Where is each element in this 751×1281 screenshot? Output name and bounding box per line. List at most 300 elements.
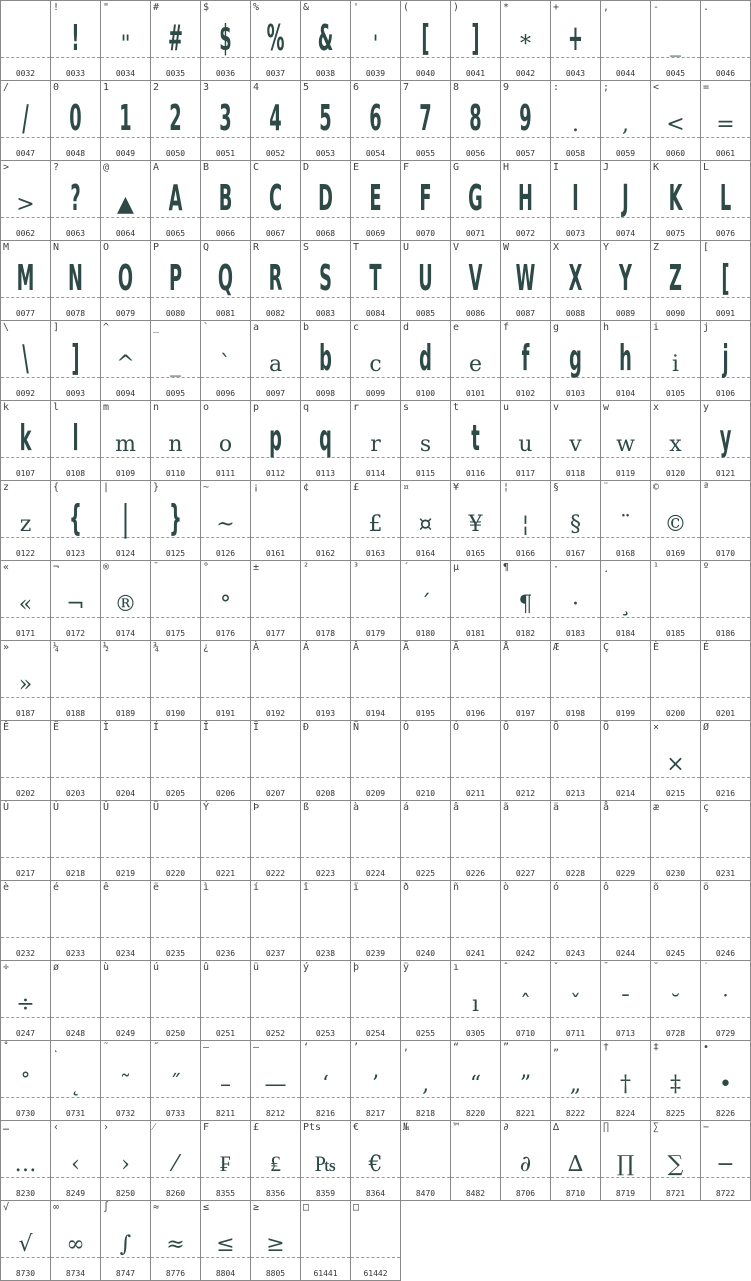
glyph-label: %	[253, 2, 260, 13]
glyph-sample: Y	[619, 258, 632, 299]
glyph-cell	[301, 81, 351, 161]
glyph-sample: ?	[70, 178, 81, 219]
glyph-cell	[351, 401, 401, 481]
glyph-sample	[251, 894, 300, 944]
glyph-cell	[1, 961, 51, 1041]
glyph-cell	[101, 1121, 151, 1201]
glyph-sample: 4	[269, 98, 282, 139]
glyph-sample: ,	[622, 112, 629, 137]
glyph-cell	[101, 241, 151, 321]
glyph-code: 0175	[165, 629, 186, 638]
glyph-sample: P	[168, 258, 183, 299]
glyph-label: Ú	[53, 802, 60, 813]
glyph-sample: c	[369, 352, 382, 377]
glyph-sample	[351, 814, 400, 864]
glyph-sample	[251, 734, 300, 784]
glyph-label: ¸	[603, 562, 610, 573]
glyph-label: ˆ	[503, 962, 510, 973]
glyph-cell	[151, 481, 201, 561]
glyph-label: '	[353, 2, 360, 13]
glyph-label: ´	[403, 562, 410, 573]
glyph-sample	[101, 894, 150, 944]
glyph-label: f	[503, 322, 510, 333]
glyph-cell	[1, 881, 51, 961]
glyph-cell	[201, 641, 251, 721]
glyph-label: &	[303, 2, 310, 13]
glyph-cell	[501, 1121, 551, 1201]
glyph-label: j	[703, 322, 710, 333]
glyph-cell	[401, 801, 451, 881]
glyph-code: 0061	[715, 149, 736, 158]
glyph-sample: D	[318, 178, 333, 219]
glyph-label: Y	[603, 242, 610, 253]
glyph-code: 0225	[415, 869, 436, 878]
glyph-label: *	[503, 2, 510, 13]
glyph-sample: ´	[420, 592, 431, 617]
glyph-cell	[351, 1041, 401, 1121]
glyph-cell	[51, 561, 101, 641]
glyph-code: 0243	[565, 949, 586, 958]
glyph-sample: \	[22, 338, 29, 379]
glyph-code: 8230	[15, 1189, 36, 1198]
glyph-label: ¿	[203, 642, 210, 653]
glyph-cell	[451, 721, 501, 801]
glyph-code: 0066	[215, 229, 236, 238]
glyph-cell	[251, 161, 301, 241]
glyph-sample: k	[19, 418, 32, 459]
glyph-sample: b	[319, 338, 332, 379]
glyph-sample	[251, 974, 300, 1024]
glyph-sample	[101, 734, 150, 784]
glyph-code: 0236	[215, 949, 236, 958]
glyph-cell	[151, 321, 201, 401]
glyph-cell	[701, 881, 751, 961]
glyph-cell	[501, 561, 551, 641]
glyph-sample	[601, 894, 650, 944]
glyph-label: °	[203, 562, 210, 573]
glyph-label: 4	[253, 82, 260, 93]
glyph-sample	[151, 814, 200, 864]
glyph-sample: /	[22, 98, 29, 139]
glyph-code: 0041	[465, 69, 486, 78]
glyph-label: ø	[53, 962, 60, 973]
glyph-sample: §	[570, 512, 581, 537]
glyph-code: 0099	[365, 389, 386, 398]
glyph-sample: j	[722, 338, 729, 379]
glyph-cell	[1, 161, 51, 241]
glyph-code: 0094	[115, 389, 136, 398]
glyph-sample: &	[317, 18, 334, 59]
glyph-code: 0078	[65, 309, 86, 318]
glyph-label: T	[353, 242, 360, 253]
glyph-code: 0097	[265, 389, 286, 398]
glyph-code: 0218	[65, 869, 86, 878]
glyph-code: 0190	[165, 709, 186, 718]
glyph-code: 0109	[115, 469, 136, 478]
glyph-code: 0121	[715, 469, 736, 478]
glyph-code: 0105	[665, 389, 686, 398]
glyph-label: Ù	[3, 802, 10, 813]
glyph-label: ⁄	[153, 1122, 155, 1133]
glyph-sample	[451, 1134, 500, 1184]
glyph-label: F	[203, 1122, 210, 1133]
glyph-label: v	[553, 402, 560, 413]
glyph-cell	[251, 401, 301, 481]
glyph-label: □	[303, 1202, 310, 1213]
glyph-cell	[201, 81, 251, 161]
glyph-cell	[601, 641, 651, 721]
glyph-label: ò	[503, 882, 510, 893]
glyph-cell	[151, 1121, 201, 1201]
glyph-cell	[701, 481, 751, 561]
glyph-sample	[251, 494, 300, 544]
glyph-sample	[201, 814, 250, 864]
glyph-code: 0254	[365, 1029, 386, 1038]
glyph-cell	[151, 81, 201, 161]
glyph-code: 8260	[165, 1189, 186, 1198]
glyph-label: _	[153, 322, 160, 333]
glyph-label: M	[3, 242, 10, 253]
glyph-code: 0120	[665, 469, 686, 478]
glyph-label: W	[503, 242, 510, 253]
glyph-label: K	[653, 162, 660, 173]
glyph-label: á	[403, 802, 410, 813]
glyph-cell	[1, 241, 51, 321]
glyph-sample: >	[16, 192, 35, 217]
glyph-cell	[651, 481, 701, 561]
glyph-label: i	[653, 322, 660, 333]
glyph-code: 0091	[715, 309, 736, 318]
glyph-sample: ˝	[170, 1072, 181, 1097]
glyph-code: 0226	[465, 869, 486, 878]
glyph-cell	[351, 961, 401, 1041]
glyph-code: 0067	[265, 229, 286, 238]
glyph-cell	[551, 1041, 601, 1121]
glyph-label: ¦	[503, 482, 510, 493]
glyph-sample: f	[521, 338, 530, 379]
glyph-code: 0075	[665, 229, 686, 238]
glyph-sample: ©	[664, 512, 687, 537]
glyph-label: l	[53, 402, 60, 413]
glyph-code: 0113	[315, 469, 336, 478]
glyph-label: √	[3, 1202, 10, 1213]
glyph-cell	[501, 1, 551, 81]
glyph-cell	[351, 1201, 401, 1281]
glyph-sample	[201, 974, 250, 1024]
glyph-cell	[151, 881, 201, 961]
glyph-label: }	[153, 482, 160, 493]
glyph-sample: †	[620, 1072, 631, 1097]
glyph-label: )	[453, 2, 460, 13]
glyph-sample: √	[18, 1232, 33, 1257]
glyph-cell	[501, 801, 551, 881]
glyph-code: 0221	[215, 869, 236, 878]
glyph-code: 0199	[615, 709, 636, 718]
glyph-cell	[1, 801, 51, 881]
glyph-code: 0034	[115, 69, 136, 78]
glyph-cell	[451, 401, 501, 481]
glyph-sample	[1, 734, 50, 784]
glyph-code: 0200	[665, 709, 686, 718]
glyph-cell	[401, 241, 451, 321]
glyph-sample: 2	[169, 98, 182, 139]
glyph-label: ˜	[103, 1042, 110, 1053]
glyph-label: —	[253, 1042, 260, 1053]
glyph-sample: |	[122, 498, 129, 539]
glyph-code: 8217	[365, 1109, 386, 1118]
glyph-code: 0729	[715, 1029, 736, 1038]
glyph-sample	[101, 814, 150, 864]
glyph-cell	[601, 321, 651, 401]
glyph-sample: •	[719, 1072, 732, 1097]
glyph-code: 0064	[115, 229, 136, 238]
glyph-code: 0229	[615, 869, 636, 878]
glyph-sample: 5	[319, 98, 332, 139]
glyph-sample: ·	[572, 592, 579, 617]
glyph-cell	[601, 241, 651, 321]
glyph-code: 8747	[115, 1269, 136, 1278]
glyph-code: 0050	[165, 149, 186, 158]
glyph-cell	[151, 161, 201, 241]
glyph-code: 0239	[365, 949, 386, 958]
glyph-label: ±	[253, 562, 260, 573]
glyph-label: k	[3, 402, 10, 413]
glyph-code: 0240	[415, 949, 436, 958]
glyph-sample	[501, 894, 550, 944]
glyph-label: û	[203, 962, 210, 973]
glyph-code: 0196	[465, 709, 486, 718]
glyph-cell	[551, 81, 601, 161]
glyph-sample: ¥	[468, 512, 483, 537]
glyph-label: b	[303, 322, 310, 333]
glyph-label: ð	[403, 882, 410, 893]
glyph-code: 8482	[465, 1189, 486, 1198]
glyph-cell	[51, 481, 101, 561]
glyph-sample: ₧	[314, 1152, 337, 1177]
glyph-label: 3	[203, 82, 210, 93]
glyph-code: 8721	[665, 1189, 686, 1198]
glyph-code: 8218	[415, 1109, 436, 1118]
glyph-cell	[601, 561, 651, 641]
glyph-label: ‹	[53, 1122, 60, 1133]
glyph-sample	[651, 654, 700, 704]
glyph-code: 0101	[465, 389, 486, 398]
glyph-code: 8359	[315, 1189, 336, 1198]
glyph-cell	[101, 641, 151, 721]
glyph-code: 0043	[565, 69, 586, 78]
glyph-label: r	[353, 402, 360, 413]
glyph-label: #	[153, 2, 160, 13]
glyph-cell	[701, 1, 751, 81]
glyph-sample	[651, 574, 700, 624]
glyph-sample	[151, 574, 200, 624]
glyph-cell	[301, 721, 351, 801]
glyph-label: "	[103, 2, 110, 13]
glyph-label: Û	[103, 802, 110, 813]
glyph-sample: ≤	[216, 1232, 235, 1257]
glyph-label: î	[303, 882, 310, 893]
glyph-sample: ¤	[418, 512, 433, 537]
glyph-code: 0178	[315, 629, 336, 638]
glyph-cell	[101, 481, 151, 561]
glyph-sample: V	[468, 258, 483, 299]
glyph-label: z	[3, 482, 10, 493]
glyph-code: 8804	[215, 1269, 236, 1278]
glyph-label: E	[353, 162, 360, 173]
glyph-cell	[351, 1121, 401, 1201]
glyph-label: /	[3, 82, 10, 93]
glyph-code: 0255	[415, 1029, 436, 1038]
glyph-cell	[551, 241, 601, 321]
glyph-cell	[351, 161, 401, 241]
glyph-sample: ‹	[71, 1152, 80, 1177]
glyph-code: 0194	[365, 709, 386, 718]
glyph-cell	[601, 161, 651, 241]
glyph-label: £	[353, 482, 360, 493]
glyph-code: 0056	[465, 149, 486, 158]
glyph-label: æ	[653, 802, 660, 813]
glyph-cell	[451, 161, 501, 241]
glyph-code: 0059	[615, 149, 636, 158]
glyph-code: 0222	[265, 869, 286, 878]
glyph-sample: 3	[219, 98, 232, 139]
glyph-cell	[451, 241, 501, 321]
glyph-label: è	[3, 882, 10, 893]
glyph-label: €	[353, 1122, 360, 1133]
glyph-cell	[601, 961, 651, 1041]
glyph-sample: d	[419, 338, 432, 379]
glyph-code: 0204	[115, 789, 136, 798]
glyph-sample	[351, 654, 400, 704]
glyph-code: 0096	[215, 389, 236, 398]
glyph-code: 0172	[65, 629, 86, 638]
glyph-label: ¨	[603, 482, 610, 493]
glyph-cell	[201, 561, 251, 641]
glyph-cell	[251, 641, 301, 721]
glyph-code: 0040	[415, 69, 436, 78]
glyph-label: Ü	[153, 802, 160, 813]
glyph-sample	[51, 974, 100, 1024]
glyph-code: 0053	[315, 149, 336, 158]
glyph-code: 0230	[665, 869, 686, 878]
glyph-label: ∏	[603, 1122, 610, 1133]
glyph-sample	[451, 814, 500, 864]
glyph-code: 0077	[15, 309, 36, 318]
glyph-label: ∫	[103, 1202, 110, 1213]
glyph-sample: n	[168, 432, 183, 457]
glyph-code: 0250	[165, 1029, 186, 1038]
glyph-cell	[651, 81, 701, 161]
glyph-cell	[201, 881, 251, 961]
glyph-cell	[651, 881, 701, 961]
glyph-code: 0060	[665, 149, 686, 158]
glyph-label: D	[303, 162, 310, 173]
glyph-code: 0216	[715, 789, 736, 798]
glyph-code: 0083	[315, 309, 336, 318]
glyph-cell	[551, 561, 601, 641]
glyph-sample: t	[471, 418, 480, 459]
glyph-label: ∞	[53, 1202, 60, 1213]
glyph-code: 0047	[15, 149, 36, 158]
glyph-label: ;	[603, 82, 610, 93]
glyph-sample: ˛	[70, 1072, 81, 1097]
glyph-label: „	[553, 1042, 560, 1053]
glyph-label: y	[703, 402, 710, 413]
glyph-code: 0188	[65, 709, 86, 718]
glyph-sample	[401, 974, 450, 1024]
glyph-cell	[151, 801, 201, 881]
glyph-code: 0090	[665, 309, 686, 318]
glyph-cell	[701, 1041, 751, 1121]
glyph-cell	[701, 401, 751, 481]
glyph-code: 0116	[465, 469, 486, 478]
glyph-cell	[51, 1121, 101, 1201]
glyph-code: 0213	[565, 789, 586, 798]
glyph-cell	[301, 641, 351, 721]
glyph-code: 0217	[15, 869, 36, 878]
glyph-label: w	[603, 402, 610, 413]
glyph-label: ¢	[303, 482, 310, 493]
glyph-sample	[251, 654, 300, 704]
glyph-sample: ˙	[720, 992, 731, 1017]
glyph-sample	[351, 1214, 400, 1264]
glyph-sample: ¨	[620, 512, 631, 537]
glyph-sample	[151, 974, 200, 1024]
glyph-label: ·	[553, 562, 560, 573]
glyph-cell	[201, 321, 251, 401]
glyph-code: 0731	[65, 1109, 86, 1118]
glyph-sample	[351, 894, 400, 944]
glyph-label: Ë	[53, 722, 60, 733]
glyph-label: ¥	[453, 482, 460, 493]
glyph-sample	[1, 814, 50, 864]
glyph-code: 0102	[515, 389, 536, 398]
glyph-code: 0730	[15, 1109, 36, 1118]
glyph-cell	[651, 401, 701, 481]
glyph-label: I	[553, 162, 560, 173]
glyph-sample	[201, 734, 250, 784]
glyph-sample: E	[369, 178, 382, 219]
glyph-code: 61442	[363, 1269, 388, 1278]
glyph-cell	[1, 721, 51, 801]
glyph-label: N	[53, 242, 60, 253]
glyph-sample	[551, 894, 600, 944]
glyph-code: 0115	[415, 469, 436, 478]
glyph-cell	[401, 721, 451, 801]
glyph-code: 0108	[65, 469, 86, 478]
glyph-label: +	[553, 2, 560, 13]
glyph-label: ì	[203, 882, 210, 893]
glyph-code: 0092	[15, 389, 36, 398]
glyph-label: ¡	[253, 482, 260, 493]
glyph-cell	[301, 1121, 351, 1201]
glyph-label: A	[153, 162, 160, 173]
glyph-cell	[151, 961, 201, 1041]
glyph-label: 0	[53, 82, 60, 93]
glyph-sample: K	[668, 178, 683, 219]
glyph-sample	[251, 814, 300, 864]
glyph-code: 0084	[365, 309, 386, 318]
glyph-cell	[501, 721, 551, 801]
glyph-cell	[501, 641, 551, 721]
glyph-sample	[501, 654, 550, 704]
glyph-label: R	[253, 242, 260, 253]
glyph-code: 0055	[415, 149, 436, 158]
glyph-sample: ‡	[670, 1072, 681, 1097]
glyph-label: >	[3, 162, 10, 173]
glyph-sample	[151, 654, 200, 704]
glyph-label: ≥	[253, 1202, 260, 1213]
